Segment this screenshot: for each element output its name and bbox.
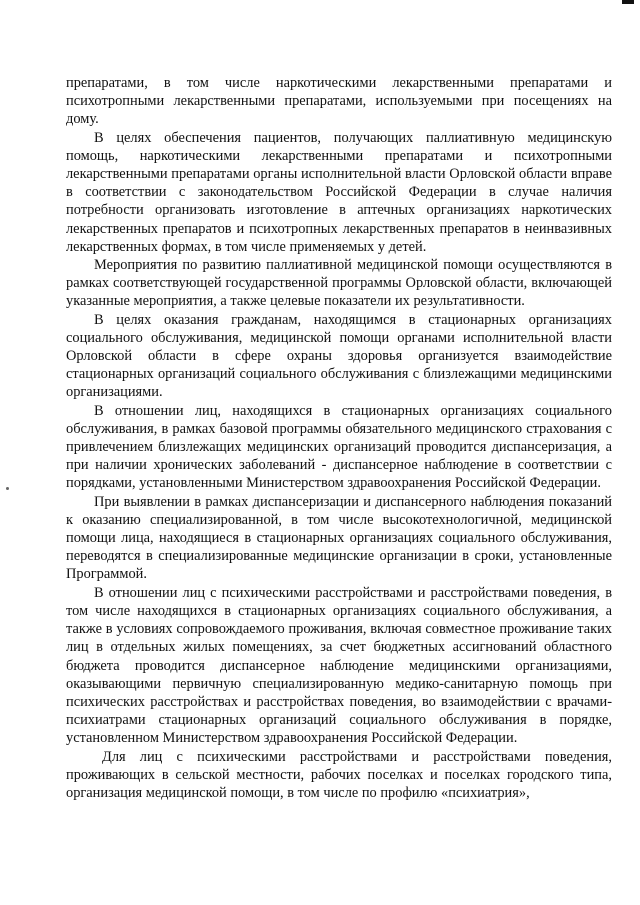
paragraph-narcotic-drugs: В целях обеспечения пациентов, получающих паллиативную медицинскую помощь, наркотическими лекарственными препаратами и психотропными лекарственными препаратами органы исполнительной власти Орловской области вправе в соответствии с законодательством Российской Федерации в случае наличия потребности организовать изготовление в аптечных организациях наркотических лекарственных препаратов и психотропных лекарственных препаратов в неинвазивных лекарственных формах, в том числе применяемых у детей.: [66, 129, 612, 255]
paragraph-rural-psychiatry: Для лиц с психическими расстройствами и расстройствами поведения, проживающих в сельской местности, рабочих поселках и поселках городского типа, организация медицинской помощи, в том числе по профилю «психиатрия»,: [66, 748, 612, 801]
paragraph-palliative-measures: Мероприятия по развитию паллиативной медицинской помощи осуществляются в рамках соответствующей государственной программы Орловской области, включающей указанные мероприятия, а также целевые показатели их результативности.: [66, 257, 612, 310]
paragraph-mental-disorders: В отношении лиц с психическими расстройствами и расстройствами поведения, в том числе находящихся в стационарных организациях социального обслуживания, а также в условиях сопровождаемого проживания, включая совместное проживание таких лиц в отдельных жилых помещениях, за счет бюджетных ассигнований областного бюджета проводится диспансерное наблюдение медицинскими организациями, оказывающими первичную специализированную медико-санитарную помощь при психических расстройствах и расстройствах поведения, во взаимодействии с врачами-психиатрами стационарных организаций социального обслуживания в порядке, установленном Министерством здравоохранения Российской Федерации.: [66, 584, 612, 747]
paragraph-dispensarization: В отношении лиц, находящихся в стационарных организациях социального обслуживания, в рамках базовой программы обязательного медицинского страхования с привлечением близлежащих медицинских организаций проводится диспансеризация, а при наличии хронических заболеваний - диспансерное наблюдение в соответствии с порядками, установленными Министерством здравоохранения Российской Федерации.: [66, 402, 612, 492]
paragraph-social-service-cooperation: В целях оказания гражданам, находящимся в стационарных организациях социального обслуживания, медицинской помощи органами исполнительной власти Орловской области в сфере охраны здоровья организуется взаимодействие стационарных организаций социального обслуживания с близлежащими медицинскими организациями.: [66, 311, 612, 401]
document-page: [66, 74, 612, 802]
paragraph-continuation: препаратами, в том числе наркотическими лекарственными препаратами и психотропными лекарственными препаратами, используемыми при посещениях на дому.: [66, 75, 612, 128]
corner-scan-mark: [622, 0, 634, 4]
paragraph-specialized-care: При выявлении в рамках диспансеризации и диспансерного наблюдения показаний к оказанию специализированной, в том числе высокотехнологичной, медицинской помощи лица, находящиеся в стационарных организациях социального обслуживания, переводятся в специализированные медицинские организации в сроки, установленные Программой.: [66, 493, 612, 583]
stray-scan-dot: [6, 487, 9, 490]
